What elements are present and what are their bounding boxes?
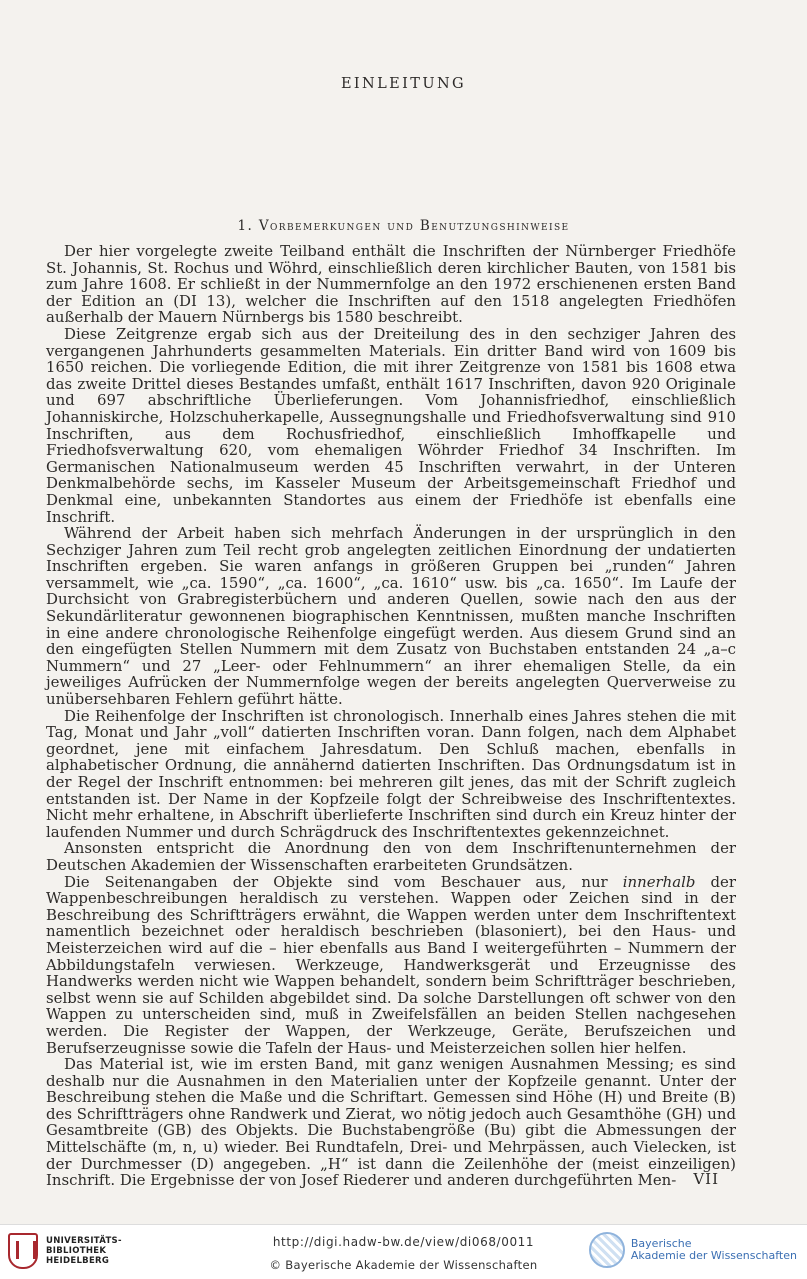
paragraph-7: Das Material ist, wie im ersten Band, mit ganz wenigen Ausnahmen Messing; es sind deshalb nur die Ausnahmen in den Materialien unter der Kopfzeile genannt. Unter der Beschreibung stehen die Maße und die Schriftart. Gemessen sind Höhe (H) und Breite (B) des Schriftträgers ohne Randwerk und Zierat, wo nötig jedoch auch Gesamthöhe (GH) und Gesamtbreite (GB) des Objekts. Die Buchstabengröße (Bu) gibt die Abmessungen der Mittelschäfte (m, n, u) wieder. Bei Rundtafeln, Drei- und Mehrpässen, auch Vielecken, ist der Durchmesser (D) angegeben. „H“ ist dann die Zeilenhöhe der (meist einzeiligen) Inschrift. Die Ergebnisse der von Josef Riederer und anderen durchgeführten Men- bbox=[46, 1055, 736, 1190]
running-head: EINLEITUNG bbox=[340, 76, 467, 92]
paragraph-2: Diese Zeitgrenze ergab sich aus der Dreiteilung des in den sechziger Jahren des vergangenen Jahrhunderts gesammelten Materials. Ein dritter Band wird von 1609 bis 1650 reichen. Die vorliegende Edition, die mit ihrer Zeitgrenze von 1581 bis 1608 etwa das zweite Drittel dieses Bestandes umfaßt, enthält 1617 Inschriften, davon 920 Originale und 697 abschriftliche Überlieferungen. Vom Johannisfriedhof, einschließlich Johanniskirche, Holzschuherkapelle, Aussegnungshalle und Friedhofsverwaltung sind 910 Inschriften, aus dem Rochusfriedhof, einschließlich Imhoffkapelle und Friedhofsverwaltung 620, vom ehemaligen Wöhrder Friedhof 34 Inschriften. Im Germanischen Nationalmuseum werden 45 Inschriften verwahrt, in der Unteren Denkmalbehörde sechs, im Kasseler Museum der Arbeitsgemeinschaft Friedhof und Denkmal eine, unbekannten Standortes aus einem der Friedhöfe ist ebenfalls eine Inschrift. bbox=[46, 324, 736, 526]
paragraph-4: Die Reihenfolge der Inschriften ist chronologisch. Innerhalb eines Jahres stehen die mit Tag, Monat und Jahr „voll“ datierten Inschriften voran. Dann folgen, nach dem Alphabet geordnet, jene mit einfachem Jahresdatum. Den Schluß machen, ebenfalls in alphabetischer Ordnung, die annähernd datierten Inschriften. Das Ordnungsdatum ist in der Regel der Inschrift entnommen: bei mehreren gilt jenes, das mit der Schrift zugleich entstanden ist. Der Name in der Kopfzeile folgt der Schreibweise des Inschriftentextes. Nicht mehr erhaltene, in Abschrift überlieferte Inschriften sind durch ein Kreuz hinter der laufenden Nummer und durch Schrägdruck des Inschriftentextes gekennzeichnet. bbox=[46, 706, 736, 841]
paragraph-6 bbox=[46, 874, 736, 1057]
academy-name-line: Akademie der Wissenschaften bbox=[630, 1249, 797, 1262]
paragraph-6-emphasis: innerhalb bbox=[622, 872, 696, 891]
academy-name-line: Bayerische bbox=[630, 1237, 692, 1250]
academy-logo[interactable] bbox=[589, 1232, 797, 1268]
paragraph-3: Während der Arbeit haben sich mehrfach Änderungen in der ursprünglich in den Sechziger Jahren zum Teil recht grob angelegten zeitlichen Einordnung der undatierten Inschriften ergeben. Sie waren anfangs in größeren Gruppen bei „runden“ Jahren versammelt, wie „ca. 1590“, „ca. 1600“, „ca. 1610“ usw. bis „ca. 1650“. Im Laufe der Durchsicht von Grabregisterbüchern und anderen Quellen, sowie nach den aus der Sekundärliteratur gewonnenen biographischen Kenntnissen, mußten manche Inschriften in eine andere chronologische Reihenfolge eingefügt werden. Aus diesem Grund sind an den eingefügten Stellen Nummern mit dem Zusatz von Buchstaben entstanden 24 „a–c Nummern“ und 27 „Leer- oder Fehlnummern“ an ihrer ehemaligen Stelle, da ein jeweiliges Aufrücken der Nummernfolge wegen der bereits angelegten Querverweise zu unübersehbaren Fehlern geführt hätte. bbox=[46, 524, 736, 709]
viewer-footer bbox=[0, 1224, 807, 1279]
library-name-line: UNIVERSITÄTS- bbox=[46, 1236, 122, 1246]
body-text bbox=[46, 243, 736, 1189]
library-name-line: BIBLIOTHEK bbox=[46, 1246, 107, 1256]
copyright-notice: © Bayerische Akademie der Wissenschaften bbox=[269, 1258, 538, 1272]
permalink-url[interactable]: http://digi.hadw-bw.de/view/di068/0011 bbox=[272, 1235, 535, 1249]
paragraph-6-text-rest: der Wappenbeschreibungen heraldisch zu verstehen. Wappen oder Zeichen sind in der Beschreibung des Schriftträgers erwähnt, die Wappen werden unter dem Inschriftentext namentlich bezeichnet oder heraldisch beschrieben (blasoniert), bei den Haus- und Meisterzeichen wird auf die – hier ebenfalls aus Band I weitergeführten – Nummern der Abbildungstafeln verwiesen. Werkzeuge, Handwerksgerät und Erzeugnisse des Handwerks werden nicht wie Wappen behandelt, sondern beim Schriftträger beschrieben, selbst wenn sie auf Schilden abgebildet sind. Da solche Darstellungen oft schwer von den Wappen zu unterscheiden sind, muß in Zweifelsfällen an beiden Stellen nachgesehen werden. Die Register der Wappen, der Werkzeuge, Geräte, Berufszeichen und Berufserzeugnisse sowie die Tafeln der Haus- und Meisterzeichen sollen hier helfen. bbox=[46, 872, 736, 1057]
section-heading: 1. Vorbemerkungen und Benutzungshinweise bbox=[237, 218, 570, 234]
paragraph-5: Ansonsten entspricht die Anordnung den von dem Inschriftenunternehmen der Deutschen Akademien der Wissenschaften erarbeiteten Grundsätzen. bbox=[46, 839, 736, 874]
paragraph-6-text: Die Seitenangaben der Objekte sind vom Beschauer aus, nur bbox=[64, 872, 623, 891]
paragraph-1: Der hier vorgelegte zweite Teilband enthält die Inschriften der Nürnberger Friedhöfe St. Johannis, St. Rochus und Wöhrd, einschließlich deren kirchlicher Bauten, von 1581 bis zum Jahre 1608. Er schließt in der Nummernfolge an den 1972 erschienenen ersten Band der Edition an (DI 13), welcher die Inschriften auf den 1518 angelegten Friedhöfen außerhalb der Mauern Nürnbergs bis 1580 beschreibt. bbox=[46, 242, 736, 327]
library-name-line: HEIDELBERG bbox=[46, 1256, 110, 1266]
page-number: VII bbox=[693, 1170, 719, 1188]
academy-emblem-icon bbox=[589, 1232, 625, 1268]
academy-name bbox=[631, 1238, 797, 1262]
